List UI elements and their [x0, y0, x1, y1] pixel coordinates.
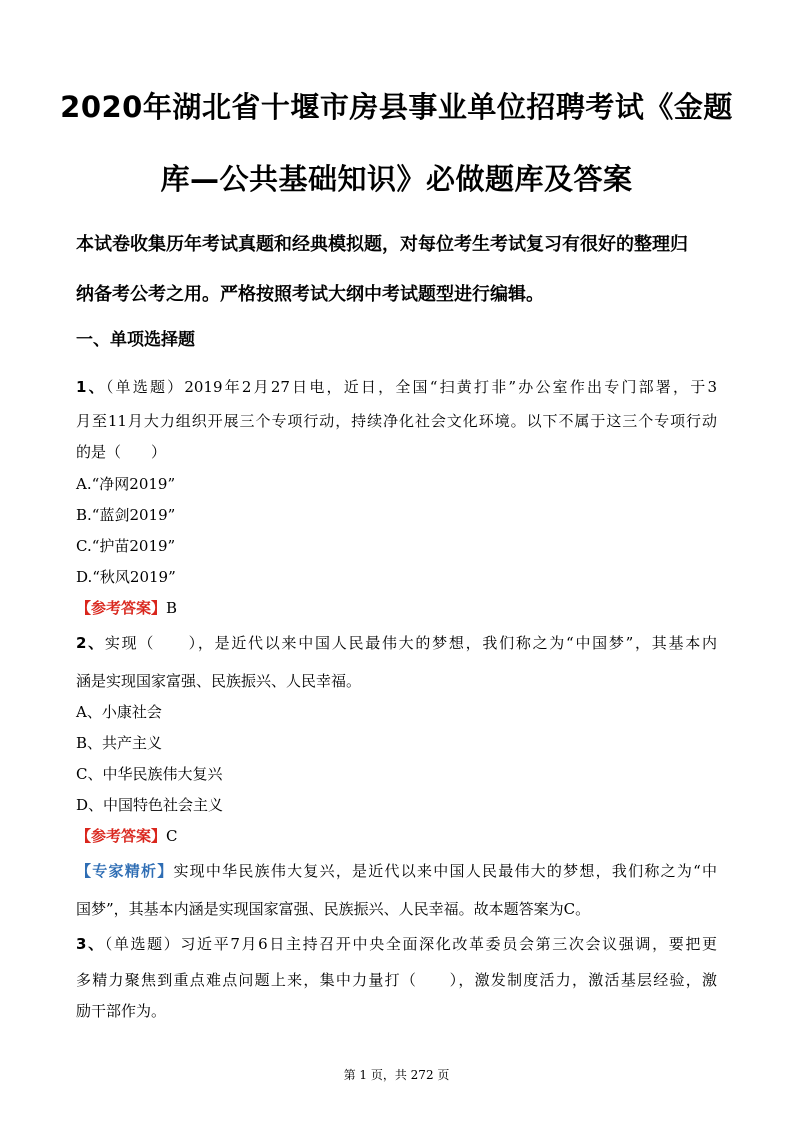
- question-3-line-1: 3、（单选题）习近平7月6日主持召开中央全面深化改革委员会第三次会议强调，要把更: [76, 935, 717, 953]
- question-2-option-d: D、中国特色社会主义: [76, 796, 224, 814]
- question-3-line-3: 励干部作为。: [76, 1002, 167, 1020]
- question-1-line-2: 月至11月大力组织开展三个专项行动，持续净化社会文化环境。以下不属于这三个专项行动: [76, 412, 717, 430]
- intro-line-2: 纳备考公考之用。严格按照考试大纲中考试题型进行编辑。: [76, 284, 544, 305]
- page-footer: 第 1 页，共 272 页: [343, 1068, 450, 1082]
- question-3-number: 3、: [76, 935, 105, 953]
- answer-value: B: [166, 599, 178, 617]
- intro-line-1: 本试卷收集历年考试真题和经典模拟题，对每位考生考试复习有很好的整理归: [76, 234, 688, 255]
- question-2-option-c: C、中华民族伟大复兴: [76, 765, 223, 783]
- question-1-line-3: 的是（ ）: [76, 443, 167, 461]
- question-2-option-b: B、共产主义: [76, 734, 163, 752]
- question-1-option-d: D.“秋风2019”: [76, 568, 176, 586]
- question-1-answer: [76, 598, 177, 618]
- question-2-analysis-line-2: 国梦”，其基本内涵是实现国家富强、民族振兴、人民幸福。故本题答案为C。: [76, 900, 591, 918]
- question-1-line-1: 1、（单选题）2019年2月27日电，近日，全国“扫黄打非”办公室作出专门部署，于3: [76, 378, 717, 396]
- question-1-option-c: C.“护苗2019”: [76, 537, 176, 555]
- question-2-option-a: A、小康社会: [76, 703, 162, 721]
- answer-tag: 【参考答案】: [76, 827, 167, 845]
- question-2-answer: [76, 826, 178, 846]
- question-2-number: 2、: [76, 634, 105, 652]
- analysis-tag: 【专家精析】: [76, 862, 174, 880]
- document-title-line-2: 库—公共基础知识》必做题库及答案: [160, 162, 633, 196]
- answer-tag: 【参考答案】: [76, 599, 167, 617]
- question-1-number: 1、: [76, 378, 106, 396]
- question-2-analysis-line-1: 【专家精析】实现中华民族伟大复兴，是近代以来中国人民最伟大的梦想，我们称之为“中: [76, 862, 717, 880]
- question-1-option-b: B.“蓝剑2019”: [76, 506, 176, 524]
- question-2-line-1: 2、实现（ ），是近代以来中国人民最伟大的梦想，我们称之为“中国梦”，其基本内: [76, 634, 718, 652]
- section-heading: 一、单项选择题: [76, 330, 195, 350]
- question-2-line-2: 涵是实现国家富强、民族振兴、人民幸福。: [76, 672, 362, 690]
- document-title-line-1: 2020年湖北省十堰市房县事业单位招聘考试《金题: [60, 90, 733, 124]
- question-3-line-2: 多精力聚焦到重点难点问题上来，集中力量打（ ），激发制度活力，激活基层经验，激: [76, 971, 717, 989]
- answer-value: C: [166, 827, 178, 845]
- question-1-option-a: A.“净网2019”: [76, 475, 176, 493]
